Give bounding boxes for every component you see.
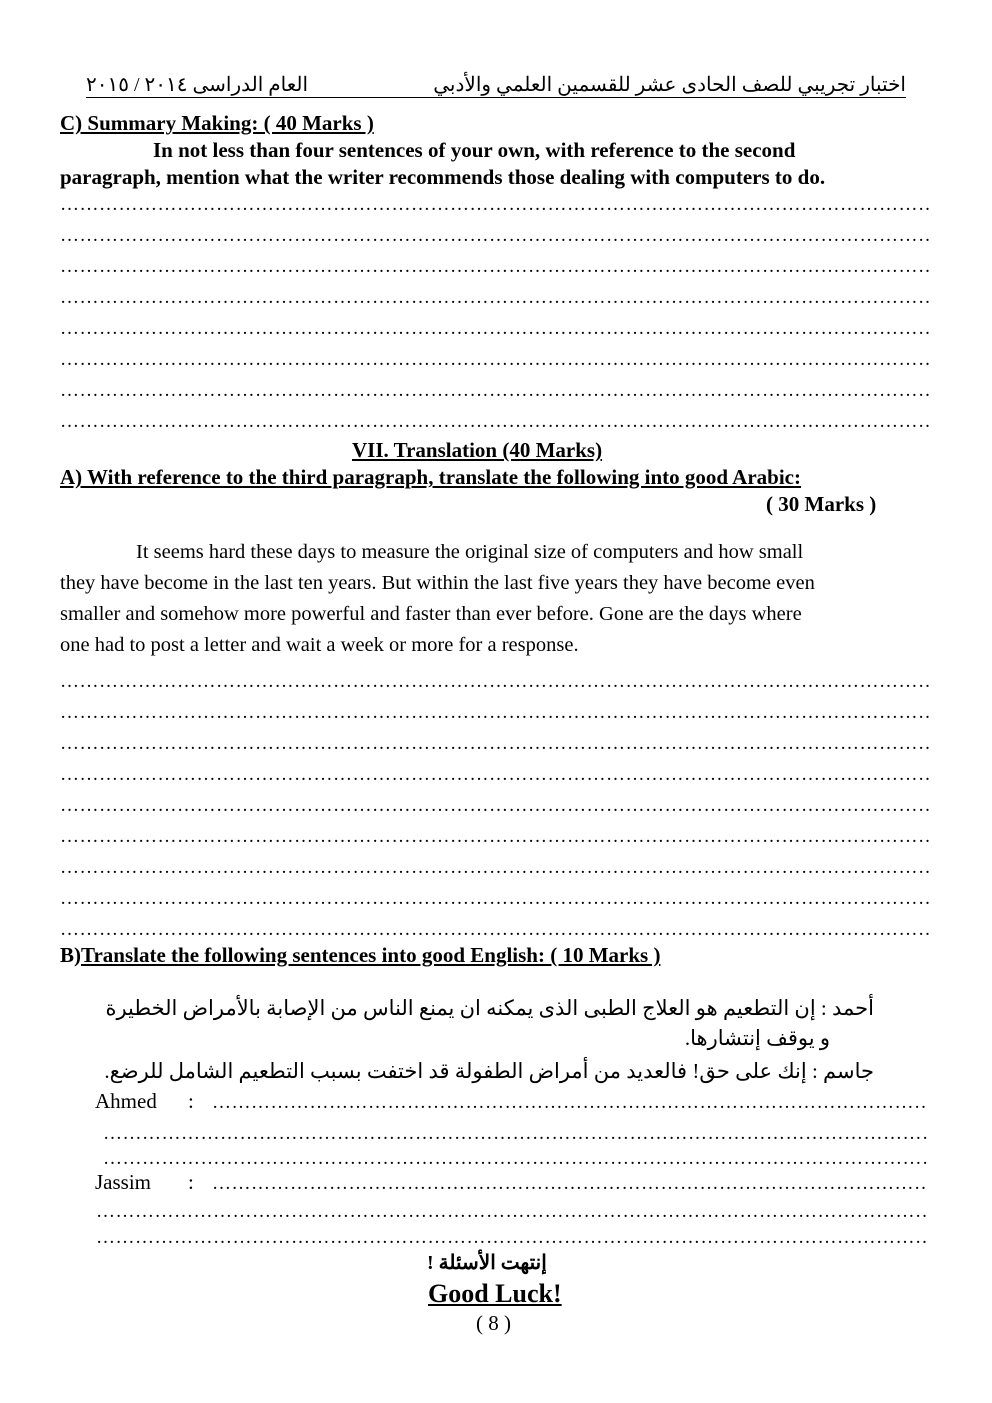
arabic-answer-line[interactable] [60,796,932,816]
summary-answer-line[interactable] [60,319,932,339]
arabic-answer-line[interactable] [60,672,932,692]
arabic-answer-line[interactable] [60,765,932,785]
end-of-questions-arabic: إنتهت الأسئلة ! [427,1252,547,1274]
part-b-heading-text: Translate the following sentences into good English: ( 10 Marks ) [81,943,661,967]
part-b-prefix: B) [60,943,81,967]
summary-answer-line[interactable] [60,195,932,215]
ahmed-label: Ahmed [95,1089,157,1113]
ahmed-arabic-line-2: و يوقف إنتشارها. [684,1026,830,1050]
jassim-arabic: جاسم : إنك على حق! فالعديد من أمراض الطفولة قد اختفت بسبب التطعيم الشامل للرضع. [104,1059,874,1083]
arabic-answer-line[interactable] [60,889,932,909]
ahmed-colon: : [188,1089,194,1113]
part-a-heading: A) With reference to the third paragraph, translate the following into good Arabic: [60,465,801,489]
header-academic-year: العام الدراسى ٢٠١٤ / ٢٠١٥ [86,74,309,96]
summary-answer-line[interactable] [60,226,932,246]
jassim-answer-line[interactable] [212,1174,927,1194]
summary-instruction-line-1: In not less than four sentences of your own, with reference to the second [153,138,796,162]
ahmed-answer-line[interactable] [212,1093,927,1113]
ahmed-answer-line[interactable] [103,1124,927,1144]
arabic-answer-line[interactable] [60,703,932,723]
ahmed-answer-line[interactable] [103,1149,927,1169]
arabic-answer-line[interactable] [60,734,932,754]
translation-heading: VII. Translation (40 Marks) [352,438,603,462]
jassim-label: Jassim [95,1170,152,1194]
passage-line-1: It seems hard these days to measure the original size of computers and how small [136,541,804,563]
header-rule [86,97,906,98]
header-title-arabic: اختبار تجريبي للصف الحادى عشر للقسمين العلمي والأدبي [433,74,906,96]
ahmed-arabic-line-1: أحمد : إن التطعيم هو العلاج الطبى الذى يمكنه ان يمنع الناس من الإصابة بالأمراض الخطيرة [105,996,874,1020]
passage-line-4: one had to post a letter and wait a week or more for a response. [60,634,579,656]
passage-line-3: smaller and somehow more powerful and faster than ever before. Gone are the days where [60,603,802,625]
arabic-answer-line[interactable] [60,858,932,878]
passage-line-2: they have become in the last ten years. But within the last five years they have become even [60,572,815,594]
jassim-answer-line[interactable] [96,1228,927,1248]
jassim-answer-line[interactable] [96,1202,927,1222]
summary-answer-line[interactable] [60,381,932,401]
good-luck: Good Luck! [428,1279,562,1308]
part-a-marks: ( 30 Marks ) [766,492,877,516]
arabic-answer-line[interactable] [60,920,932,940]
page-number: ( 8 ) [476,1311,511,1335]
summary-answer-line[interactable] [60,350,932,370]
summary-instruction-line-2: paragraph, mention what the writer recommends those dealing with computers to do. [60,165,826,189]
jassim-colon: : [188,1170,194,1194]
summary-answer-line[interactable] [60,412,932,432]
summary-heading: C) Summary Making: ( 40 Marks ) [60,111,374,135]
summary-answer-line[interactable] [60,288,932,308]
summary-answer-line[interactable] [60,257,932,277]
part-b-heading [60,943,660,968]
arabic-answer-line[interactable] [60,827,932,847]
